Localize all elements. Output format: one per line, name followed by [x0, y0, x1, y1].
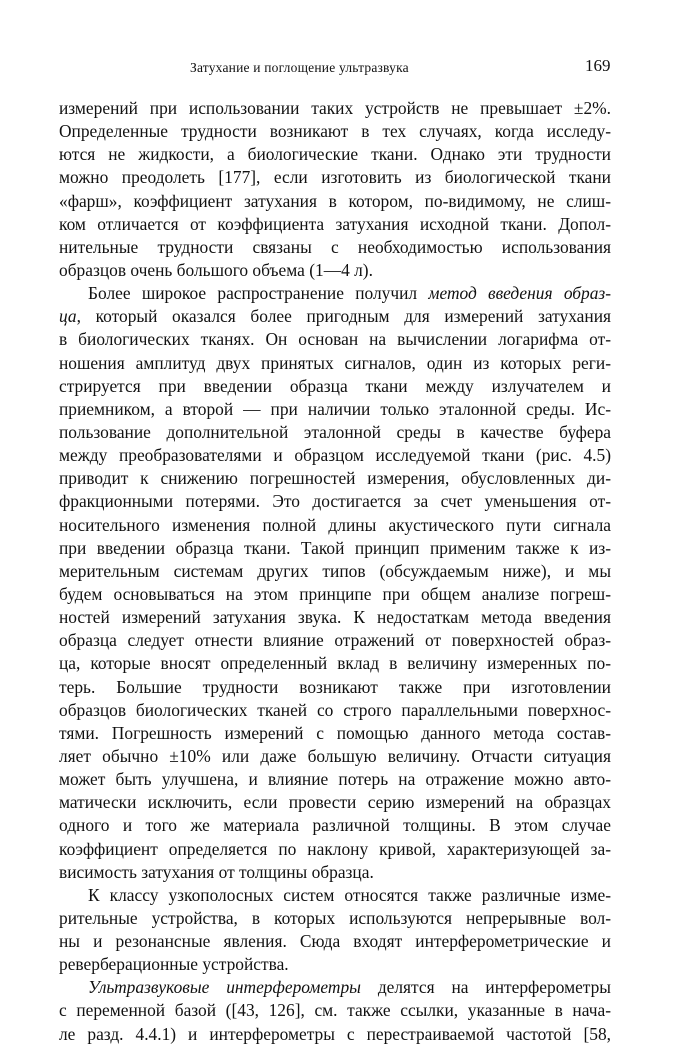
text-run: , который оказался более пригодным для измерений затухания [76, 306, 611, 327]
text-line: реверберационные устройства. [59, 954, 289, 975]
text-line: носительного изменения полной длины акустического пути сигнала [59, 514, 611, 535]
text-line: нительные трудности связаны с необходимостью использования [59, 236, 611, 257]
italic-term: ца [59, 306, 77, 327]
body-text [59, 97, 611, 1046]
text-line: можно преодолеть [177], если изготовить из биологической ткани [59, 167, 611, 188]
text-line: «фарш», коэффициент затухания в котором, по-видимому, не слиш- [59, 190, 611, 211]
text-line: стрируется при введении образца ткани между излучателем и [59, 375, 611, 396]
running-title: Затухание и поглощение ультразвука [190, 60, 409, 75]
text-line [59, 976, 611, 999]
text-line: между преобразователями и образцом исследуемой ткани (рис. 4.5) [59, 445, 611, 466]
text-line: образцов биологических тканей со строго параллельными поверхнос- [59, 699, 611, 720]
text-line: ношения амплитуд двух принятых сигналов, один из которых реги- [59, 352, 611, 373]
text-line: измерений при использовании таких устройств не превышает ±2%. [59, 98, 611, 118]
italic-term: метод введения образ- [428, 283, 611, 304]
text-line: ются не жидкости, а биологические ткани. Однако эти трудности [59, 144, 611, 165]
text-line: мерительным системам других типов (обсуждаемым ниже), и мы [59, 560, 611, 581]
paragraph-2 [59, 282, 611, 884]
text-line: терь. Большие трудности возникают также при изготовлении [59, 676, 611, 697]
text-line: ны и резонансные явления. Сюда входят интерферометрические и [59, 931, 611, 952]
text-line: ляет обычно ±10% или даже большую величину. Отчасти ситуация [59, 745, 611, 766]
paragraph-4 [59, 976, 611, 1045]
italic-term: Ультразвуковые интерферометры [88, 977, 361, 998]
text-line: ца, которые вносят определенный вклад в величину измеренных по- [59, 653, 611, 674]
text-line: фракционными потерями. Это достигается за счет уменьшения от- [59, 491, 611, 512]
text-line: ле разд. 4.4.1) и интерферометры с перестраиваемой частотой [58, [59, 1023, 611, 1044]
text-line: образца следует отнести влияние отражений от поверхностей образ- [59, 630, 611, 651]
text-run: делятся на интерферометры [360, 977, 611, 998]
text-line: в биологических тканях. Он основан на вычислении логарифма от- [59, 329, 611, 350]
text-line: рительные устройства, в которых используются непрерывные вол- [59, 907, 611, 928]
text-line: висимость затухания от толщины образца. [59, 861, 374, 882]
paragraph-1 [59, 97, 611, 282]
text-line: тями. Погрешность измерений с помощью данного метода состав- [59, 722, 611, 743]
text-line: пользование дополнительной эталонной среды в качестве буфера [59, 421, 611, 442]
text-line: коэффициент определяется по наклону кривой, характеризующей за- [59, 838, 611, 859]
text-line: матически исключить, если провести серию измерений на образцах [59, 792, 611, 813]
text-line [59, 282, 611, 305]
text-line: может быть улучшена, и влияние потерь на отражение можно авто- [59, 769, 611, 790]
text-line: К классу узкополосных систем относятся также различные изме- [88, 884, 611, 905]
text-line: одного и того же материала различной толщины. В этом случае [59, 815, 611, 836]
text-run: Более широкое распространение получил [88, 283, 429, 304]
text-line [59, 305, 611, 328]
text-line: приводит к снижению погрешностей измерения, обусловленных ди- [59, 468, 611, 489]
text-line: при введении образца ткани. Такой принцип применим также к из- [59, 537, 611, 558]
text-line: Определенные трудности возникают в тех случаях, когда исследу- [59, 121, 611, 142]
paragraph-3 [59, 884, 611, 977]
text-line: ностей измерений затухания звука. К недостаткам метода введения [59, 607, 611, 628]
text-line: образцов очень большого объема (1—4 л). [59, 259, 373, 280]
text-line: ком отличается от коэффициента затухания исходной ткани. Допол- [59, 213, 611, 234]
page-number: 169 [585, 56, 611, 75]
text-line: приемником, а второй — при наличии только эталонной среды. Ис- [59, 398, 611, 419]
text-line: с переменной базой ([43, 126], см. также ссылки, указанные в нача- [59, 1000, 611, 1021]
text-line: будем основываться на этом принципе при общем анализе погреш- [59, 583, 611, 604]
running-header [0, 56, 679, 78]
